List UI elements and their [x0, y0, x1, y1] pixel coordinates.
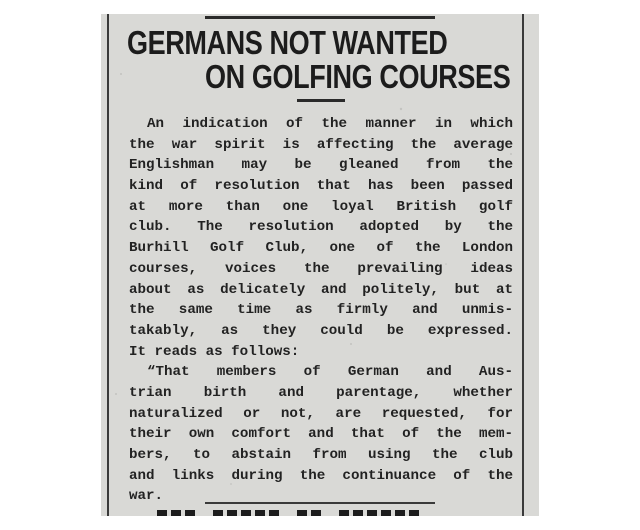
- bottom-rule: [205, 502, 435, 504]
- quote-line: “That members of German and Aus-: [147, 364, 513, 381]
- body-line: An indication of the manner in which: [147, 116, 513, 132]
- body-line: at more than one loyal British golf: [129, 198, 513, 215]
- headline-divider: [297, 99, 345, 102]
- quote-line: their own comfort and that of the mem-: [129, 426, 513, 443]
- body-line: club. The resolution adopted by the: [129, 219, 513, 236]
- quote-line: war.: [129, 488, 164, 505]
- quote-line: naturalized or not, are requested, for: [129, 405, 513, 422]
- quote-line: bers, to abstain from using the club: [129, 447, 513, 463]
- body-line: takably, as they could be expressed.: [129, 322, 513, 339]
- newspaper-clipping: [101, 14, 539, 516]
- body-line: kind of resolution that has been passed: [129, 178, 513, 195]
- top-rule: [205, 16, 435, 19]
- body-line: the same time as firmly and unmis-: [129, 302, 513, 319]
- next-article-headline-cutoff: [153, 506, 493, 516]
- body-line: courses, voices the prevailing ideas: [129, 260, 513, 277]
- quote-line: trian birth and parentage, whether: [129, 384, 513, 401]
- body-line: It reads as follows:: [129, 343, 300, 360]
- article-body: [129, 114, 513, 507]
- headline-line-1: GERMANS NOT WANTED: [127, 24, 448, 61]
- body-line: about as delicately and politely, but at: [129, 281, 513, 298]
- body-line: Burhill Golf Club, one of the London: [129, 240, 513, 257]
- quote-line: and links during the continuance of the: [129, 467, 513, 484]
- cutoff-headline-glyphs: [153, 506, 493, 516]
- body-line: the war spirit is affecting the average: [129, 136, 513, 153]
- body-line: Englishman may be gleaned from the: [129, 157, 513, 174]
- column-rule-left: [107, 14, 109, 516]
- headline-line-2: ON GOLFING COURSES: [205, 58, 511, 95]
- column-rule-right: [522, 14, 524, 516]
